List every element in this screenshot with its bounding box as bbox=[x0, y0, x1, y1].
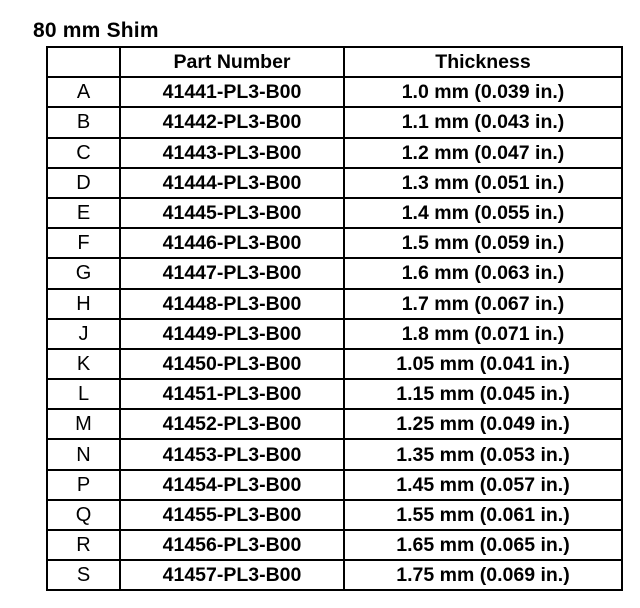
cell-letter: E bbox=[47, 198, 120, 228]
cell-thickness: 1.45 mm (0.057 in.) bbox=[344, 470, 622, 500]
cell-letter: G bbox=[47, 258, 120, 288]
cell-thickness: 1.4 mm (0.055 in.) bbox=[344, 198, 622, 228]
cell-letter: B bbox=[47, 107, 120, 137]
cell-letter: C bbox=[47, 138, 120, 168]
table-header-row bbox=[47, 47, 622, 77]
cell-thickness: 1.0 mm (0.039 in.) bbox=[344, 77, 622, 107]
cell-part-number: 41441-PL3-B00 bbox=[120, 77, 344, 107]
cell-part-number: 41442-PL3-B00 bbox=[120, 107, 344, 137]
cell-part-number: 41450-PL3-B00 bbox=[120, 349, 344, 379]
cell-letter: F bbox=[47, 228, 120, 258]
header-letter bbox=[47, 47, 120, 77]
table-row bbox=[47, 228, 622, 258]
cell-letter: D bbox=[47, 168, 120, 198]
cell-thickness: 1.7 mm (0.067 in.) bbox=[344, 289, 622, 319]
cell-thickness: 1.6 mm (0.063 in.) bbox=[344, 258, 622, 288]
table-row bbox=[47, 470, 622, 500]
cell-letter: Q bbox=[47, 500, 120, 530]
cell-letter: M bbox=[47, 409, 120, 439]
cell-thickness: 1.75 mm (0.069 in.) bbox=[344, 560, 622, 590]
table-row bbox=[47, 198, 622, 228]
cell-letter: P bbox=[47, 470, 120, 500]
cell-part-number: 41454-PL3-B00 bbox=[120, 470, 344, 500]
table-row bbox=[47, 138, 622, 168]
cell-thickness: 1.05 mm (0.041 in.) bbox=[344, 349, 622, 379]
table-row bbox=[47, 409, 622, 439]
cell-part-number: 41444-PL3-B00 bbox=[120, 168, 344, 198]
table-row bbox=[47, 289, 622, 319]
cell-letter: H bbox=[47, 289, 120, 319]
table-row bbox=[47, 77, 622, 107]
table-row bbox=[47, 379, 622, 409]
cell-part-number: 41446-PL3-B00 bbox=[120, 228, 344, 258]
shim-table bbox=[46, 46, 623, 591]
cell-letter: A bbox=[47, 77, 120, 107]
cell-letter: K bbox=[47, 349, 120, 379]
cell-letter: N bbox=[47, 439, 120, 469]
page-title: 80 mm Shim bbox=[33, 19, 159, 42]
cell-thickness: 1.3 mm (0.051 in.) bbox=[344, 168, 622, 198]
cell-part-number: 41445-PL3-B00 bbox=[120, 198, 344, 228]
table-row bbox=[47, 349, 622, 379]
cell-part-number: 41451-PL3-B00 bbox=[120, 379, 344, 409]
cell-part-number: 41443-PL3-B00 bbox=[120, 138, 344, 168]
cell-part-number: 41455-PL3-B00 bbox=[120, 500, 344, 530]
table-row bbox=[47, 107, 622, 137]
table-body bbox=[47, 77, 622, 590]
cell-letter: R bbox=[47, 530, 120, 560]
header-part-number: Part Number bbox=[120, 47, 344, 77]
cell-part-number: 41453-PL3-B00 bbox=[120, 439, 344, 469]
cell-part-number: 41452-PL3-B00 bbox=[120, 409, 344, 439]
cell-part-number: 41457-PL3-B00 bbox=[120, 560, 344, 590]
cell-thickness: 1.35 mm (0.053 in.) bbox=[344, 439, 622, 469]
cell-letter: J bbox=[47, 319, 120, 349]
cell-thickness: 1.5 mm (0.059 in.) bbox=[344, 228, 622, 258]
cell-thickness: 1.55 mm (0.061 in.) bbox=[344, 500, 622, 530]
cell-thickness: 1.25 mm (0.049 in.) bbox=[344, 409, 622, 439]
cell-part-number: 41447-PL3-B00 bbox=[120, 258, 344, 288]
cell-part-number: 41449-PL3-B00 bbox=[120, 319, 344, 349]
cell-thickness: 1.2 mm (0.047 in.) bbox=[344, 138, 622, 168]
cell-part-number: 41456-PL3-B00 bbox=[120, 530, 344, 560]
cell-letter: S bbox=[47, 560, 120, 590]
cell-thickness: 1.8 mm (0.071 in.) bbox=[344, 319, 622, 349]
cell-thickness: 1.65 mm (0.065 in.) bbox=[344, 530, 622, 560]
cell-letter: L bbox=[47, 379, 120, 409]
header-thickness: Thickness bbox=[344, 47, 622, 77]
table-row bbox=[47, 168, 622, 198]
table-row bbox=[47, 530, 622, 560]
cell-thickness: 1.15 mm (0.045 in.) bbox=[344, 379, 622, 409]
cell-thickness: 1.1 mm (0.043 in.) bbox=[344, 107, 622, 137]
cell-part-number: 41448-PL3-B00 bbox=[120, 289, 344, 319]
table-row bbox=[47, 439, 622, 469]
table-row bbox=[47, 319, 622, 349]
table-row bbox=[47, 258, 622, 288]
table-row bbox=[47, 560, 622, 590]
table-row bbox=[47, 500, 622, 530]
